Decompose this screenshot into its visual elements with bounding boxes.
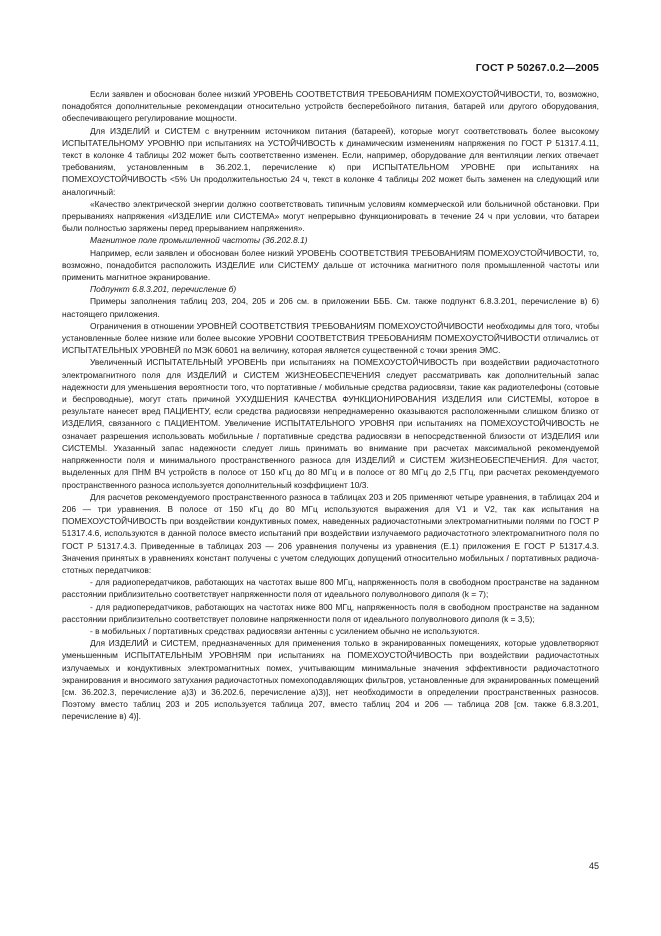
list-item: - для радиопередатчиков, работающих на частотах выше 800 МГц, напряженность поля в свободном пространстве на заданном расстоянии приблизительно соответствует напряженности поля от идеального полуволнового диполя (k = 7); xyxy=(62,577,599,600)
paragraph: Например, если заявлен и обоснован более низкий УРОВЕНЬ СООТВЕТСТВИЯ ТРЕБОВАНИЯМ ПОМЕХОУСТОЙЧИВОСТИ, то, возможно, понадобится расположить ИЗДЕЛИЕ или СИСТЕМУ дальше от источника магнитного поля промышленной частоты или применить магнитное экранирование. xyxy=(62,247,599,283)
quoted-paragraph: «Качество электрической энергии должно соответствовать типичным условиям коммерческой или больничной обстановки. При прерываниях напряжения «ИЗДЕЛИЕ или СИСТЕМА» могут непрерывно функционировать в течение 24 ч при условии, что батареи были полностью заряжены перед прерыванием напряжения». xyxy=(62,198,599,234)
subheading: Подпункт 6.8.3.201, перечисление б) xyxy=(90,284,237,295)
paragraph: Если заявлен и обоснован более низкий УРОВЕНЬ СООТВЕТСТВИЯ ТРЕБОВАНИЯМ ПОМЕХОУСТОЙЧИВОСТИ, то, возможно, понадобятся дополнительные рекомендации относительно устройств бесперебойного питания, батарей или другого оборудования, обеспечивающего регулирование мощности. xyxy=(62,89,599,124)
paragraph: Ограничения в отношении УРОВНЕЙ СООТВЕТСТВИЯ ТРЕБОВАНИЯМ ПОМЕХОУСТОЙЧИВОСТИ необходимы для того, чтобы установленные более низкие или более высокие УРОВНИ СООТВЕТСТВИЯ ТРЕБОВАНИЯМ ПОМЕХОУСТОЙЧИВОСТИ отличались от ИСПЫТАТЕЛЬНЫХ УРОВНЕЙ по МЭК 60601 на величину, которая является существенной с точки зрения ЭМС. xyxy=(62,320,599,356)
list-item: - в мобильных / портативных средствах радиосвязи антенны с усилением обычно не используются. xyxy=(90,625,480,636)
page-number: 45 xyxy=(588,860,599,871)
paragraph: Примеры заполнения таблиц 203, 204, 205 и 206 см. в приложении БББ. См. также подпункт 6.8.3.201, перечисление в) 6) настоящего приложения. xyxy=(62,296,599,319)
paragraph: Увеличенный ИСПЫТАТЕЛЬНЫЙ УРОВЕНЬ при испытаниях на ПОМЕХОУСТОЙЧИВОСТЬ при воздействии радиочастотного электромагнитного поля для ИЗДЕЛИЙ и СИСТЕМ ЖИЗНЕОБЕСПЕЧЕНИЯ следует рассматривать как дополнительный запас надежности для уменьшения вероятности того, что портативные / мобильные средства радиосвязи, такие как радиотелефоны (сотовые и беспроводные), могут стать причиной УХУДШЕНИЯ КАЧЕСТВА ФУНКЦИОНИРОВАНИЯ ИЗДЕЛИЯ или СИСТЕМЫ, которое в результате нанесет вред ПАЦИЕНТУ, если средства радиосвязи непреднамеренно оказываются расположенными слишком близко от ИЗДЕЛИЯ, связанного с ПАЦИЕНТОМ. Увеличение ИСПЫТАТЕЛЬНОГО УРОВНЯ при испытаниях на ПОМЕХОУСТОЙЧИВОСТЬ не означает разрешения использовать мобильные / портативные средства радиосвязи в непосредственной близости от ИЗДЕЛИЯ или СИСТЕМЫ. Указанный запас надежности следует лишь принимать во внимание при расчетах максимальной рекомендуемой напряженности поля и минимального пространственного разноса для ИЗДЕЛИЙ и СИСТЕМ ЖИЗНЕОБЕСПЕЧЕНИЯ. Для частот, выделенных для ПНМ ВЧ устройств в полосе от 150 кГц до 80 МГц и в полосе от 80 МГц до 2,5 ГГц, при расчетах рекомендуемого пространственного разноса используется дополнительный коэффициент 10/3. xyxy=(62,357,599,490)
paragraph: Для расчетов рекомендуемого пространственного разноса в таблицах 203 и 205 применяют четыре уравнения, в таблицах 204 и 206 — три уравнения. В полосе от 150 кГц до 80 МГц используются выражения для V1 и V2, так как испытания на ПОМЕХОУСТОЙЧИВОСТЬ при воздействии кондуктивных помех, наведенных радиочастотными электромагнитными полями по ГОСТ Р 51317.4.6, используются в данной полосе вместо испытаний при воздействии излучаемого радиочастотного электромагнитного поля по ГОСТ Р 51317.4.3. Приведенные в таблицах 203 — 206 уравнения получены из уравнения (Е.1) приложения Е ГОСТ Р 51317.4.3. Значения принятых в уравнениях констант получены с учетом следующих допущений относительно мобильных / портативных радиочастотных передатчиков: xyxy=(62,491,599,575)
paragraph: Для ИЗДЕЛИЙ и СИСТЕМ, предназначенных для применения только в экранированных помещениях, которые удовлетворяют уменьшенным ИСПЫТАТЕЛЬНЫМ УРОВНЯМ при испытаниях на ПОМЕХОУСТОЙЧИВОСТЬ при воздействии радиочастотных излучаемых и кондуктивных электромагнитных помех, учитывающим минимальные значения эффективности радиочастотного экранирования и вносимого затухания радиочастотных помехоподавляющих фильтров, установленные для экранированных помещений [см. 36.202.3, перечисление а)3) и 36.202.6, перечисление а)3)], нет необходимости в определении пространственных разносов. Поэтому вместо таблиц 203 и 205 используется таблица 207, вместо таблиц 204 и 206 — таблица 208 [см. также 6.8.3.201, перечисление в) 4)]. xyxy=(62,638,599,722)
standard-header: ГОСТ Р 50267.0.2—2005 xyxy=(475,62,599,74)
paragraph: Для ИЗДЕЛИЙ и СИСТЕМ с внутренним источником питания (батареей), которые могут соответствовать более высокому ИСПЫТАТЕЛЬНОМУ УРОВНЮ при испытаниях на УСТОЙЧИВОСТЬ к динамическим изменениям напряжения по ГОСТ Р 51317.4.11, текст в колонке 4 таблицы 202 может быть соответственно изменен. Если, например, оборудование для вентиляции легких отвечает требованиям, установленным в 36.202.1, перечисление к) при ИСПЫТАТЕЛЬНОМ УРОВНЕ при испытаниях на ПОМЕХОУСТОЙЧИВОСТЬ <5% Uн продолжительностью 24 ч, текст в колонке 4 таблицы 202 может быть заменен на следующий или аналогичный: xyxy=(62,125,599,197)
body-text xyxy=(62,88,599,723)
subheading: Магнитное поле промышленной частоты (36.202.8.1) xyxy=(90,235,308,246)
list-item: - для радиопередатчиков, работающих на частотах ниже 800 МГц, напряженность поля в свободном пространстве на заданном расстоянии приблизительно соответствует половине напряженности поля от идеального полуволнового диполя (k = 3,5); xyxy=(62,601,599,624)
